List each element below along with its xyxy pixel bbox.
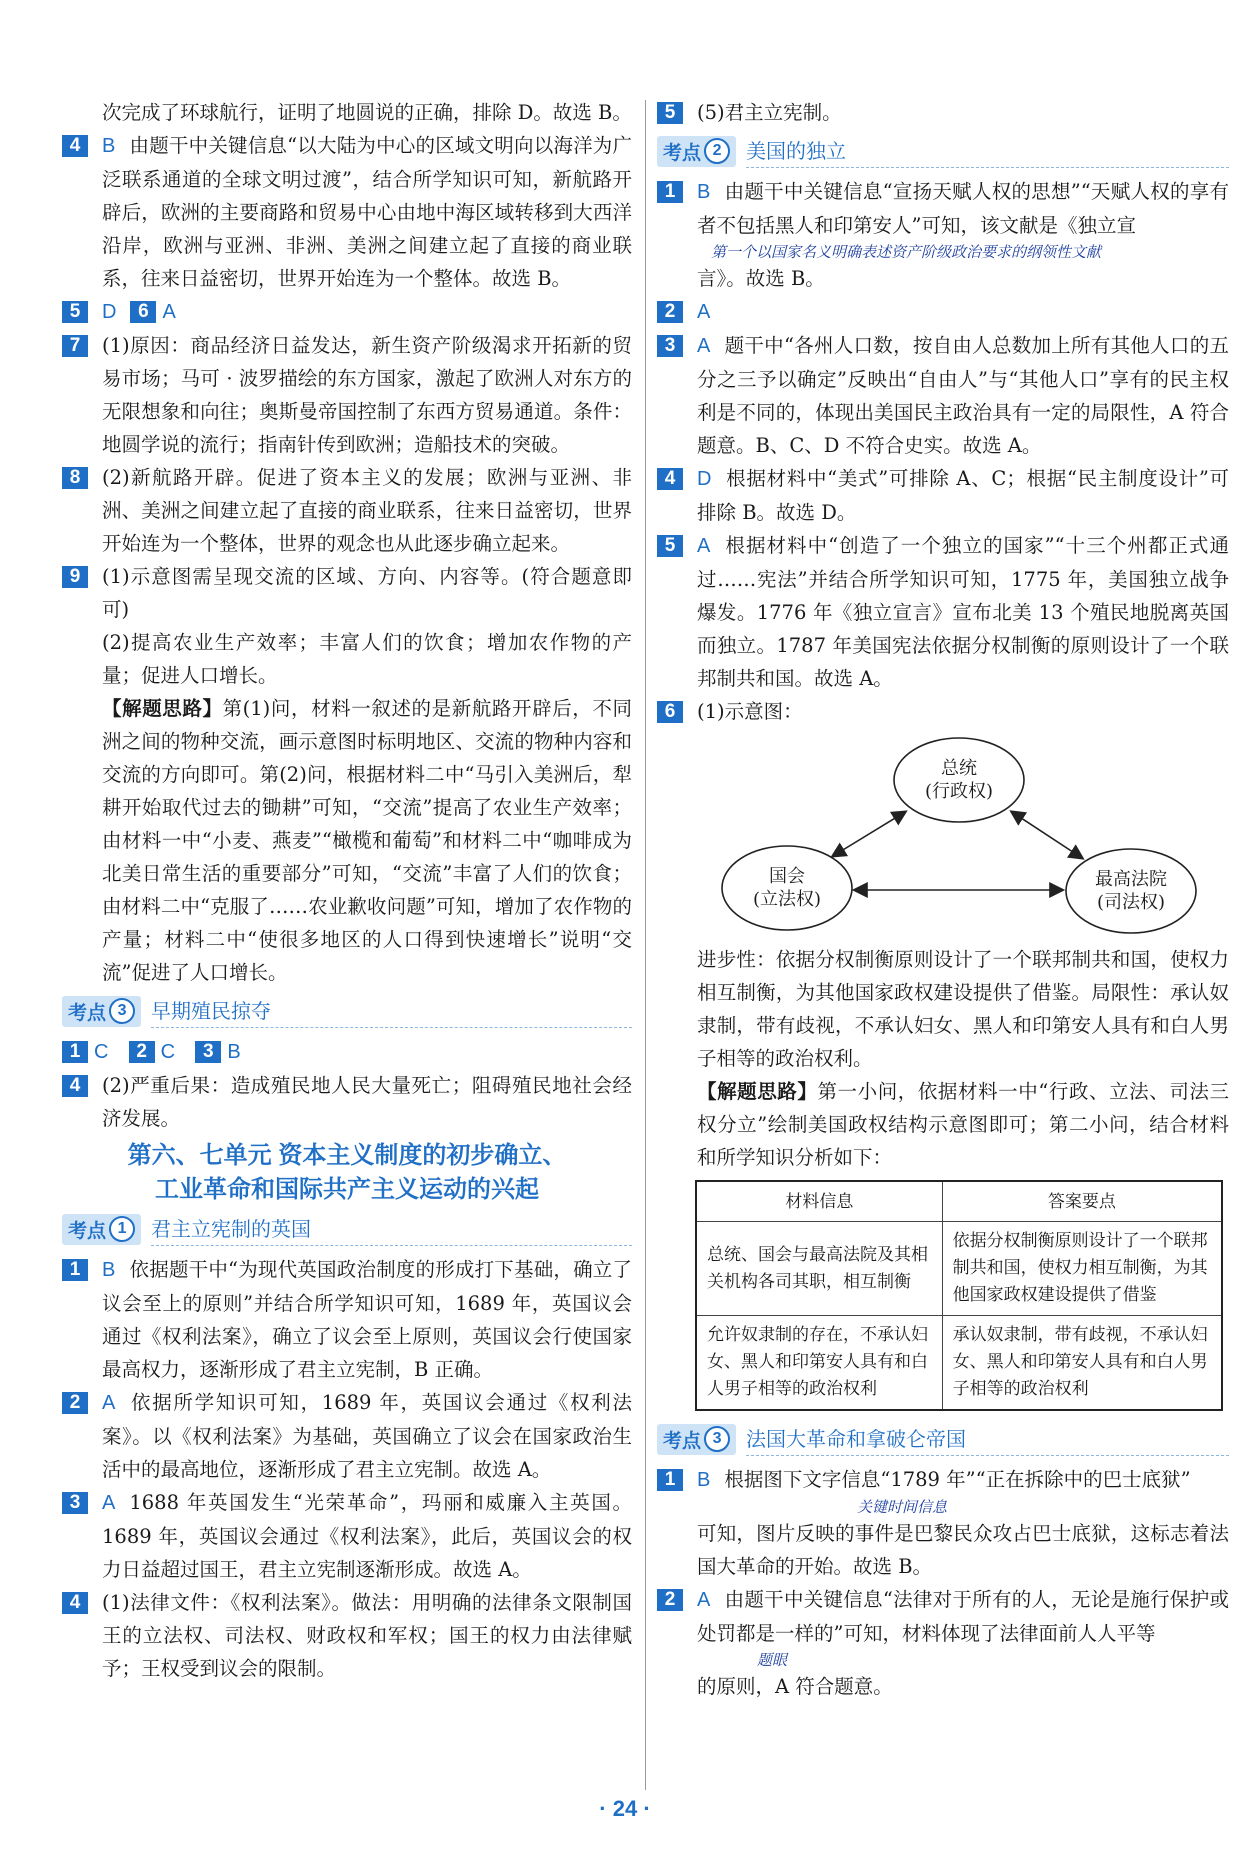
topic-number: 1 — [109, 1216, 135, 1242]
answer-letter: B — [102, 1259, 116, 1281]
explanation: 进步性：依据分权制衡原则设计了一个联邦制共和国，使权力相互制衡，为其他国家政权建设提供了借鉴。局限性：承认奴隶制，带有歧视，不承认妇女、黑人和印第安人具有和白人男子相等的政治权利。 — [697, 948, 1229, 1070]
question-number: 1 — [657, 1469, 683, 1491]
answer-letter: B — [102, 135, 116, 157]
explanation: (1)法律文件：《权利法案》。做法：用明确的法律条文限制国王的立法权、司法权、财政权和军权；国王的权力由法律赋予；王权受到议会的限制。 — [102, 1591, 632, 1680]
topic-number: 3 — [704, 1426, 730, 1452]
handwritten-note: 题眼 — [757, 1651, 788, 1669]
question-1 — [657, 175, 1229, 295]
explanation: (1)示意图： — [697, 700, 803, 723]
question-number: 4 — [62, 135, 88, 157]
topic-badge: 考点 3 — [657, 1424, 736, 1455]
unit-title-line-2: 工业革命和国际共产主义运动的兴起 — [155, 1176, 539, 1203]
question-number: 4 — [62, 1592, 88, 1614]
answer-letter: A — [697, 335, 711, 357]
tip-text: 第(1)问，材料一叙述的是新航路开辟后，不同洲之间的物种交流，画示意图时标明地区、交流的物种内容和交流的方向即可。第(2)问，根据材料二中“马引入美洲后，犁耕开始取代过去的锄耕”可知，“交流”提高了农业生产效率；由材料一中“小麦、燕麦”“橄榄和葡萄”和材料二中“咖啡成为北美日常生活的重要部分”可知，“交流”丰富了人们的饮食；由材料二中“克服了……农业歉收问题”可知，增加了农作物的产量；材料二中“使很多地区的人口得到快速增长”说明“交流”促进了人口增长。 — [102, 697, 632, 984]
answer-letter: B — [697, 181, 711, 203]
section-title: 早期殖民掠夺 — [151, 995, 632, 1028]
question-number: 3 — [62, 1492, 88, 1514]
answer-letter: C — [94, 1041, 109, 1063]
answer-letter: B — [697, 1469, 711, 1491]
answer-letter: C — [160, 1041, 176, 1063]
page-number: · 24 · — [599, 1796, 651, 1821]
question-number: 1 — [62, 1259, 88, 1281]
topic-badge: 考点 1 — [62, 1214, 141, 1245]
continued-answer: 次完成了环球航行，证明了地圆说的正确，排除 D。故选 B。 — [102, 101, 632, 124]
question-number: 8 — [62, 467, 88, 489]
topic-number: 3 — [109, 998, 135, 1024]
answer-letter: A — [697, 301, 711, 323]
explanation: 由题干中关键信息“宣扬天赋人权的思想”“天赋人权的享有者不包括黑人和印第安人”可知，该文献是《独立宣 — [697, 180, 1229, 237]
question-number: 4 — [657, 468, 683, 490]
topic-badge: 考点 3 — [62, 996, 141, 1027]
explanation: 1688 年英国发生“光荣革命”，玛丽和威廉入主英国。1689 年，英国议会通过《权利法案》，此后，英国议会的权力日益超过国王，君主立宪制逐渐形成。故选 A。 — [102, 1491, 632, 1581]
question-number: 6 — [130, 301, 156, 323]
question-number: 1 — [62, 1041, 88, 1063]
explanation: 根据材料中“创造了一个独立的国家”“十三个州都正式通过……宪法”并结合所学知识可知，1775 年，美国独立战争爆发。1776 年《独立宣言》宣布北美 13 个殖民地脱离英国而独立。1787 年美国宪法依据分权制衡的原则设计了一个联邦制共和国。故选 A。 — [697, 534, 1229, 690]
question-9 — [62, 560, 632, 989]
answer-letter: A — [697, 1589, 711, 1611]
question-4 — [62, 1586, 632, 1685]
section-title: 君主立宪制的英国 — [151, 1213, 632, 1246]
question-number: 2 — [657, 1589, 683, 1611]
explanation: 依据题干中“为现代英国政治制度的形成打下基础，确立了议会至上的原则”并结合所学知识可知，1689 年，英国议会通过《权利法案》，确立了议会至上原则，英国议会行使国家最高权力，逐渐形成了君主立宪制，B 正确。 — [102, 1258, 632, 1381]
question-number: 5 — [657, 535, 683, 557]
question-1 — [62, 1253, 632, 1386]
explanation: (1)原因：商品经济日益发达，新生资产阶级渴求开拓新的贸易市场；马可 · 波罗描绘的东方国家，激起了欧洲人对东方的无限想象和向往；奥斯曼帝国控制了东西方贸易通道。条件：地圆学说的流行；指南针传到欧洲；造船技术的突破。 — [102, 334, 632, 456]
explanation: 的原则，A 符合题意。 — [697, 1675, 893, 1698]
table-cell: 允许奴隶制的存在，不承认妇女、黑人和印第安人具有和白人男子相等的政治权利 — [696, 1316, 942, 1411]
table-header-row — [696, 1181, 1222, 1222]
topic-badge: 考点 2 — [657, 136, 736, 167]
answer-letter: A — [102, 1492, 116, 1514]
question-number: 2 — [62, 1392, 88, 1414]
arrow-president-court — [1012, 812, 1082, 858]
answer-letter: A — [102, 1392, 116, 1414]
answer-letter: B — [227, 1041, 241, 1063]
section-title: 美国的独立 — [746, 135, 1229, 168]
column-divider — [645, 100, 646, 1790]
section-header-uk — [62, 1211, 632, 1247]
table-row — [696, 1222, 1222, 1316]
question-5 — [657, 529, 1229, 695]
arrow-president-congress — [833, 812, 905, 856]
table-header: 材料信息 — [696, 1181, 942, 1222]
question-5-6 — [62, 295, 632, 329]
question-number: 3 — [195, 1041, 221, 1063]
table-cell: 承认奴隶制，带有歧视，不承认妇女、黑人和印第安人具有和白人男子相等的政治权利 — [942, 1316, 1222, 1411]
explanation: (2)严重后果：造成殖民地人民大量死亡；阻碍殖民地社会经济发展。 — [102, 1074, 632, 1130]
explanation: (5)君主立宪制。 — [697, 101, 842, 124]
question-number: 7 — [62, 335, 88, 357]
explanation: 根据材料中“美式”可排除 A、C；根据“民主制度设计”可排除 B。故选 D。 — [697, 467, 1229, 524]
explanation: 可知，图片反映的事件是巴黎民众攻占巴士底狱，这标志着法国大革命的开始。故选 B。 — [697, 1522, 1229, 1578]
explanation: 由题干中关键信息“法律对于所有的人，无论是施行保护或处罚都是一样的”可知，材料体现了法律面前人人平等 — [697, 1588, 1229, 1645]
explanation: 根据图下文字信息“1789 年”“正在拆除中的巴士底狱” — [724, 1468, 1191, 1491]
tip-label: 【解题思路】 — [697, 1080, 818, 1103]
unit-title-line-1: 第六、七单元 资本主义制度的初步确立、 — [127, 1142, 567, 1169]
question-2 — [657, 1583, 1229, 1703]
node-president: 总统 (行政权) — [924, 758, 994, 802]
section-header-france — [657, 1421, 1229, 1457]
section-title: 法国大革命和拿破仑帝国 — [746, 1423, 1229, 1456]
question-6 — [657, 695, 1229, 728]
explanation: 题干中“各州人口数，按自由人总数加上所有其他人口的五分之三予以确定”反映出“自由人”与“其他人口”享有的民主权利是不同的，体现出美国民主政治具有一定的局限性，A 符合题意。B、C、D 不符合史实。故选 A。 — [697, 334, 1229, 457]
answer-letter: A — [162, 301, 176, 323]
explanation: (2)提高农业生产效率；丰富人们的饮食；增加农作物的产量；促进人口增长。 — [102, 631, 632, 687]
question-1 — [657, 1463, 1229, 1583]
tip-label: 【解题思路】 — [102, 697, 223, 720]
explanation: 由题干中关键信息“以大陆为中心的区域文明向以海洋为广泛联系通道的全球文明过渡”，结合所学知识可知，新航路开辟后，欧洲的主要商路和贸易中心由地中海区域转移到大西洋沿岸，欧洲与亚洲、非洲、美洲之间建立起了直接的商业联系，往来日益密切，世界开始连为一个整体。故选 B。 — [102, 134, 632, 290]
topic-number: 2 — [704, 138, 730, 164]
right-column — [657, 96, 1229, 1703]
question-2 — [657, 295, 1229, 329]
question-5 — [657, 96, 1229, 129]
answer-letter: D — [697, 468, 712, 490]
question-number: 5 — [62, 301, 88, 323]
tip-text: 第一小问，依据材料一中“行政、立法、司法三权分立”绘制美国政权结构示意图即可；第二小问，结合材料和所学知识分析如下： — [697, 1080, 1229, 1169]
question-number: 5 — [657, 102, 683, 124]
separation-of-powers-diagram — [657, 728, 1227, 943]
question-number: 6 — [657, 701, 683, 723]
question-number: 2 — [129, 1041, 155, 1063]
question-4 — [657, 462, 1229, 529]
answer-letter: A — [697, 535, 711, 557]
section-header-usa — [657, 133, 1229, 169]
table-cell: 依据分权制衡原则设计了一个联邦制共和国，使权力相互制衡，为其他国家政权建设提供了借鉴 — [942, 1222, 1222, 1316]
question-4 — [62, 1069, 632, 1135]
question-number: 1 — [657, 181, 683, 203]
question-2 — [62, 1386, 632, 1486]
question-number: 2 — [657, 301, 683, 323]
question-8 — [62, 461, 632, 560]
section-header-colonial — [62, 993, 632, 1029]
table-header: 答案要点 — [942, 1181, 1222, 1222]
handwritten-note: 第一个以国家名义明确表述资产阶级政治要求的纲领性文献 — [711, 243, 1102, 261]
answer-letter: D — [102, 301, 117, 323]
question-7 — [62, 329, 632, 461]
question-number: 9 — [62, 566, 88, 588]
question-3 — [657, 329, 1229, 462]
question-number: 3 — [657, 335, 683, 357]
analysis-table — [695, 1180, 1223, 1411]
question-3 — [62, 1486, 632, 1586]
node-supreme-court: 最高法院 (司法权) — [1095, 869, 1167, 913]
answers-row — [62, 1035, 632, 1069]
table-row — [696, 1316, 1222, 1411]
left-column — [62, 96, 632, 1685]
explanation-end: 言》。故选 B。 — [697, 267, 825, 290]
explanation: 依据所学知识可知，1689 年，英国议会通过《权利法案》。以《权利法案》为基础，英国确立了议会在国家政治生活中的最高地位，逐渐形成了君主立宪制。故选 A。 — [102, 1391, 632, 1481]
explanation: (2)新航路开辟。促进了资本主义的发展；欧洲与亚洲、非洲、美洲之间建立起了直接的商业联系，往来日益密切，世界开始连为一个整体，世界的观念也从此逐步确立起来。 — [102, 466, 632, 555]
handwritten-note: 关键时间信息 — [857, 1498, 948, 1516]
question-4 — [62, 129, 632, 295]
explanation: (1)示意图需呈现交流的区域、方向、内容等。(符合题意即可) — [102, 565, 632, 621]
node-congress: 国会 (立法权) — [752, 866, 822, 910]
unit-title — [62, 1139, 632, 1207]
question-number: 4 — [62, 1075, 88, 1097]
table-cell: 总统、国会与最高法院及其相关机构各司其职，相互制衡 — [696, 1222, 942, 1316]
